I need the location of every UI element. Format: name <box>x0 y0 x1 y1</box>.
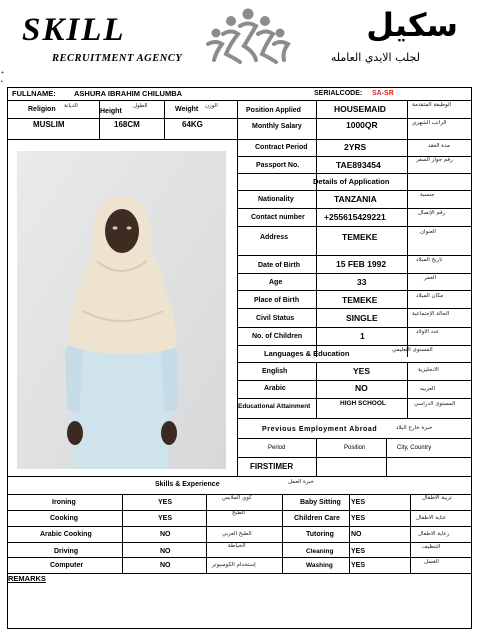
skill-cooking-value: YES <box>158 515 173 522</box>
children-label: No. of Children <box>252 333 303 340</box>
skills-title-arabic: خبرة العمل <box>288 479 314 485</box>
skill-washing-arabic: الغسل <box>424 559 439 565</box>
arabic-value: NO <box>355 383 368 393</box>
contact-arabic: رقم الإتصال <box>418 210 446 216</box>
skill-washing-label: Washing <box>306 562 333 569</box>
nationality-label: Nationality <box>258 196 294 203</box>
civil-status-arabic: الحالة الإجتماعية <box>412 311 450 317</box>
salary-arabic: الراتب الشهري <box>412 120 447 126</box>
skill-driving-value: NO <box>160 548 171 555</box>
skill-computer-label: Computer <box>50 562 84 569</box>
skill-children-care-label: Children Care <box>294 515 340 522</box>
skill-arabic-cooking-arabic: الطبخ العربي <box>222 531 252 537</box>
skill-baby-sitting-label: Baby Sitting <box>300 499 341 506</box>
skill-ironing-value: YES <box>158 499 173 506</box>
civil-status-label: Civil Status <box>256 315 295 322</box>
brand-arabic: سكيل <box>366 6 458 44</box>
arabic-label: Arabic <box>264 385 286 392</box>
religion-label: Religion <box>28 106 56 113</box>
skills-title: Skills & Experience <box>155 481 220 488</box>
skill-ironing-arabic: كوي الملابس <box>222 495 252 501</box>
tiny-marker: + <box>1 70 4 76</box>
salary-label: Monthly Salary <box>252 123 302 130</box>
skill-tutoring-arabic: رعاية الاطفال <box>418 531 450 537</box>
salary-value: 1000QR <box>346 120 378 130</box>
languages-title-arabic: المستوى التعليمي <box>392 347 433 353</box>
contract-arabic: مدة العقد <box>428 143 450 149</box>
weight-arabic: الوزن <box>205 103 218 109</box>
fullname-value: ASHURA IBRAHIM CHILUMBA <box>74 89 183 98</box>
position-label: Position Applied <box>246 107 301 114</box>
contact-label: Contact number <box>251 214 305 221</box>
position-arabic: الوظيفة المتقدمة <box>412 102 452 108</box>
languages-title: Languages & Education <box>264 349 350 358</box>
serialcode-value: SA-SR <box>372 90 394 97</box>
skill-washing-value: YES <box>351 562 366 569</box>
education-label: Educational Attainment <box>238 403 311 410</box>
contract-value: 2YRS <box>344 142 367 152</box>
details-title: Details of Application <box>313 177 390 186</box>
period-header: Period <box>268 445 286 451</box>
passport-arabic: رقم جواز السفر <box>416 157 453 163</box>
address-arabic: العنوان <box>420 229 436 235</box>
brand-logo-text: SKILL <box>22 12 126 48</box>
skill-driving-arabic: الخياطة <box>228 543 246 549</box>
contact-value: +255615429221 <box>324 212 386 222</box>
skill-cooking-arabic: الطبخ <box>232 510 245 516</box>
serialcode-label: SERIALCODE: <box>314 90 363 97</box>
civil-status-value: SINGLE <box>346 313 378 323</box>
employment-title-arabic: خبرة خارج البلاد <box>396 425 433 431</box>
address-value: TEMEKE <box>342 232 378 242</box>
skill-baby-sitting-arabic: تربية الاطفال <box>422 495 452 501</box>
people-circle-logo <box>196 6 300 66</box>
skill-children-care-value: YES <box>351 515 366 522</box>
nationality-value: TANZANIA <box>334 194 377 204</box>
weight-value: 64KG <box>182 120 203 129</box>
education-value: HIGH SCHOOL <box>340 400 386 407</box>
fullname-label: FULLNAME: <box>12 89 56 98</box>
religion-value: MUSLIM <box>33 120 65 129</box>
religion-arabic: الديانة <box>64 103 78 109</box>
skill-tutoring-label: Tutoring <box>306 531 334 538</box>
position-value: HOUSEMAID <box>334 104 386 114</box>
skill-computer-arabic: إستخدام الكومبيوتر <box>212 562 256 568</box>
passport-value: TAE893454 <box>336 160 381 170</box>
nationality-arabic: جنسية <box>420 192 435 198</box>
age-arabic: العمر <box>424 275 437 281</box>
emp-position-header: Position <box>344 445 366 451</box>
birthplace-label: Place of Birth <box>254 297 300 304</box>
dob-value: 15 FEB 1992 <box>336 259 387 269</box>
dob-label: Date of Birth <box>258 262 300 269</box>
children-arabic: عدد الاولاد <box>416 329 440 335</box>
height-label: Height <box>100 108 122 115</box>
skill-tutoring-value: NO <box>351 531 362 538</box>
skill-ironing-label: Ironing <box>52 499 76 506</box>
children-value: 1 <box>360 331 365 341</box>
skill-computer-value: NO <box>160 562 171 569</box>
applicant-photo <box>17 151 226 469</box>
english-label: English <box>262 368 288 375</box>
skill-driving-label: Driving <box>54 548 79 555</box>
passport-label: Passport No. <box>256 162 300 169</box>
employment-value: FIRSTIMER <box>250 462 294 471</box>
skill-baby-sitting-value: YES <box>351 499 366 506</box>
address-label: Address <box>260 234 289 241</box>
skill-arabic-cooking-label: Arabic Cooking <box>40 531 92 538</box>
education-arabic: المستوى الدراسي <box>414 401 456 407</box>
age-label: Age <box>269 279 283 286</box>
dob-arabic: تاريخ الميلاد <box>416 257 443 263</box>
skill-arabic-cooking-value: NO <box>160 531 171 538</box>
agency-subtitle: RECRUITMENT AGENCY <box>52 53 183 64</box>
skill-cleaning-arabic: التنظيف <box>422 544 441 550</box>
birthplace-arabic: مكان الميلاد <box>416 293 444 299</box>
city-country-header: City, Country <box>397 445 432 451</box>
employment-title: Previous Employment Abroad <box>262 426 378 433</box>
skill-cleaning-label: Cleaning <box>306 548 334 555</box>
age-value: 33 <box>357 277 367 287</box>
height-arabic: الطول <box>133 103 148 109</box>
weight-label: Weight <box>175 106 199 113</box>
skill-cooking-label: Cooking <box>50 515 78 522</box>
skill-cleaning-value: YES <box>351 548 366 555</box>
skill-children-care-arabic: عناية الاطفال <box>416 515 447 521</box>
tiny-marker: • <box>1 79 3 85</box>
english-arabic: الانجليزية <box>418 367 439 373</box>
remarks-label: REMARKS <box>8 574 46 583</box>
english-value: YES <box>353 366 371 376</box>
height-value: 168CM <box>114 120 140 129</box>
agency-arabic: لجلب الايدي العامله <box>330 51 420 64</box>
birthplace-value: TEMEKE <box>342 295 378 305</box>
arabic-arabic: العربيه <box>420 386 436 392</box>
contract-label: Contract Period <box>255 144 308 151</box>
